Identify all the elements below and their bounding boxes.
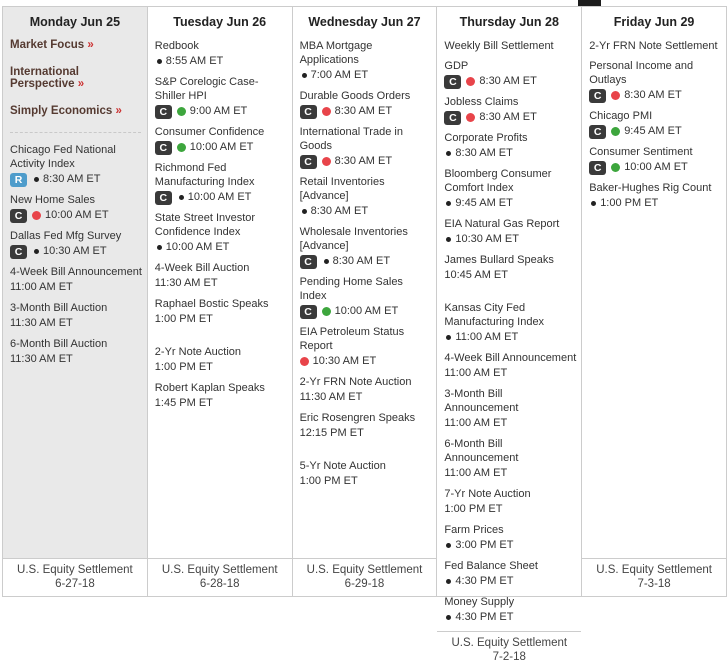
event-time-row (589, 160, 722, 175)
event-item (444, 387, 577, 431)
day-column-3 (292, 7, 437, 596)
event-name: Kansas City Fed Manufacturing Index (444, 302, 545, 328)
event-item (155, 261, 288, 291)
black-dot-icon (446, 543, 451, 548)
event-time-row (300, 68, 433, 83)
consensus-icon[interactable]: C (444, 111, 461, 125)
event-time-row (10, 316, 143, 331)
event-time: 8:30 AM ET (334, 155, 393, 167)
link-arrow-icon: » (115, 105, 122, 117)
day-column-2 (147, 7, 292, 596)
footer-date: 6-29-18 (344, 578, 385, 590)
event-item (300, 39, 433, 83)
event-item (300, 89, 433, 119)
consensus-icon[interactable]: C (589, 125, 606, 139)
red-dot-icon (32, 211, 41, 220)
event-time: 8:30 AM ET (455, 147, 513, 159)
section-link[interactable] (10, 105, 143, 117)
event-item (10, 265, 143, 295)
link-arrow-icon: » (77, 78, 85, 90)
event-time-row (155, 312, 288, 327)
event-time: 11:30 AM ET (299, 391, 363, 403)
event-time-row (155, 276, 288, 291)
event-name: 2-Yr Note Auction (154, 346, 242, 358)
section-link[interactable] (10, 66, 143, 90)
event-item (444, 131, 577, 161)
day-header: Monday Jun 25 (3, 7, 147, 33)
event-item (444, 39, 577, 53)
consensus-icon[interactable]: C (155, 141, 172, 155)
event-name: 2-Yr FRN Note Settlement (589, 40, 718, 52)
black-dot-icon (446, 615, 451, 620)
event-item (10, 229, 143, 259)
event-name: Money Supply (444, 596, 515, 608)
event-name: Raphael Bostic Speaks (154, 298, 269, 310)
column-footer (437, 631, 581, 669)
event-time-row (155, 360, 288, 375)
black-dot-icon (179, 195, 184, 200)
footer-date: 6-28-18 (199, 578, 240, 590)
event-item (155, 39, 288, 69)
event-name: 6-Month Bill Auction (10, 338, 108, 350)
footer-label: U.S. Equity Settlement (596, 564, 712, 576)
footer-label: U.S. Equity Settlement (17, 564, 133, 576)
consensus-icon[interactable]: C (300, 255, 317, 269)
column-footer (148, 558, 292, 596)
consensus-icon[interactable]: C (444, 75, 461, 89)
event-name: 4-Week Bill Announcement (10, 266, 142, 278)
event-time-row (10, 244, 143, 259)
event-time: 8:30 AM ET (334, 105, 393, 117)
event-time: 10:00 AM ET (187, 191, 252, 203)
event-time-row (444, 610, 577, 625)
event-time-row (444, 110, 577, 125)
event-item (300, 411, 433, 441)
event-time: 9:00 AM ET (189, 105, 248, 117)
event-name: 4-Week Bill Auction (154, 262, 250, 274)
event-name: Consumer Confidence (154, 126, 265, 138)
footer-date: 7-3-18 (637, 578, 671, 590)
black-dot-icon (302, 73, 307, 78)
event-time: 11:30 AM ET (10, 317, 73, 329)
report-icon[interactable]: R (10, 173, 27, 187)
red-dot-icon (611, 91, 620, 100)
footer-date: 7-2-18 (492, 651, 526, 663)
green-dot-icon (611, 127, 620, 136)
event-item (10, 301, 143, 331)
event-name: Richmond Fed Manufacturing Index (154, 162, 255, 188)
event-name: Pending Home Sales Index (299, 276, 403, 302)
event-time-row (300, 354, 433, 369)
event-item (155, 381, 288, 411)
event-time: 10:00 AM ET (45, 209, 109, 221)
red-dot-icon (466, 77, 475, 86)
event-item (589, 39, 722, 53)
consensus-icon[interactable]: C (10, 245, 27, 259)
black-dot-icon (446, 151, 451, 156)
consensus-icon[interactable]: C (300, 105, 317, 119)
green-dot-icon (177, 143, 186, 152)
event-time: 8:30 AM ET (479, 75, 537, 87)
event-item (444, 351, 577, 381)
event-name: EIA Petroleum Status Report (299, 326, 405, 352)
event-time-row (444, 74, 577, 89)
event-item (300, 225, 433, 269)
footer-label: U.S. Equity Settlement (161, 564, 278, 576)
event-time-row (589, 88, 722, 103)
black-dot-icon (446, 201, 451, 206)
event-item (444, 301, 577, 345)
event-name: MBA Mortgage Applications (299, 40, 373, 66)
column-body (148, 33, 292, 558)
event-time: 1:00 PM ET (299, 475, 358, 487)
event-name: Chicago PMI (589, 110, 653, 122)
event-time-row (155, 54, 288, 69)
consensus-icon[interactable]: C (10, 209, 27, 223)
black-dot-icon (34, 177, 39, 182)
event-time: 11:00 AM ET (455, 331, 519, 343)
event-time-row (444, 330, 577, 345)
event-time-row (589, 124, 722, 139)
event-time: 8:30 AM ET (310, 205, 369, 217)
event-item (444, 59, 577, 89)
event-item (444, 217, 577, 247)
event-time-row (300, 154, 433, 169)
event-name: Fed Balance Sheet (444, 560, 538, 572)
green-dot-icon (611, 163, 620, 172)
event-time: 8:30 AM ET (624, 89, 682, 101)
event-time-row (444, 502, 577, 517)
event-time: 1:00 PM ET (444, 503, 503, 515)
consensus-icon[interactable]: C (155, 191, 172, 205)
event-time: 4:30 PM ET (455, 575, 514, 587)
event-item (155, 75, 288, 119)
consensus-icon[interactable]: C (589, 161, 606, 175)
event-time: 10:00 AM ET (165, 241, 230, 253)
event-time: 4:30 PM ET (455, 611, 514, 623)
event-name: State Street Investor Confidence Index (154, 212, 256, 238)
event-time-row (155, 140, 288, 155)
event-time-row (589, 196, 722, 211)
event-time: 7:00 AM ET (310, 69, 369, 81)
red-dot-icon (300, 357, 309, 366)
event-item (300, 125, 433, 169)
event-time-row (155, 396, 288, 411)
event-time: 10:45 AM ET (444, 269, 508, 281)
event-time: 11:30 AM ET (154, 277, 218, 289)
consensus-icon[interactable]: C (155, 105, 172, 119)
day-column-5 (581, 7, 726, 596)
event-name: New Home Sales (10, 194, 95, 206)
event-name: Consumer Sentiment (589, 146, 693, 158)
black-dot-icon (157, 59, 162, 64)
event-time: 8:30 AM ET (43, 173, 101, 185)
event-time: 9:45 AM ET (624, 125, 682, 137)
event-name: EIA Natural Gas Report (444, 218, 560, 230)
black-dot-icon (446, 335, 451, 340)
event-item (444, 437, 577, 481)
footer-label: U.S. Equity Settlement (306, 564, 423, 576)
black-dot-icon (446, 237, 451, 242)
event-time-row (10, 208, 143, 223)
event-time: 1:00 PM ET (154, 361, 213, 373)
event-time: 10:30 AM ET (43, 245, 107, 257)
column-footer (293, 558, 437, 596)
event-time: 10:30 AM ET (312, 355, 377, 367)
section-link-label: Market Focus (10, 39, 88, 51)
event-time-row (444, 466, 577, 481)
red-dot-icon (322, 107, 331, 116)
black-dot-icon (591, 201, 596, 206)
event-time: 1:00 PM ET (154, 313, 213, 325)
event-name: Durable Goods Orders (299, 90, 411, 102)
event-time: 12:15 PM ET (299, 427, 364, 439)
section-link[interactable] (10, 39, 143, 51)
event-name: 6-Month Bill Announcement (444, 438, 519, 464)
event-item (444, 167, 577, 211)
event-time-row (10, 352, 143, 367)
event-name: Retail Inventories [Advance] (299, 176, 385, 202)
column-body (437, 33, 581, 631)
calendar (2, 6, 727, 663)
event-time-row (444, 574, 577, 589)
event-time-row (444, 232, 577, 247)
consensus-icon[interactable]: C (300, 155, 317, 169)
event-name: 3-Month Bill Auction (10, 302, 108, 314)
event-name: 4-Week Bill Announcement (444, 352, 577, 364)
column-body (293, 33, 437, 558)
event-name: James Bullard Speaks (444, 254, 554, 266)
event-time: 8:30 AM ET (332, 255, 391, 267)
event-name: Eric Rosengren Speaks (299, 412, 416, 424)
event-time-row (444, 366, 577, 381)
event-name: Personal Income and Outlays (589, 60, 694, 86)
black-dot-icon (446, 579, 451, 584)
section-link-label: International Perspective (10, 66, 80, 90)
event-item (589, 109, 722, 139)
event-time: 9:45 AM ET (455, 197, 513, 209)
event-time: 10:00 AM ET (189, 141, 254, 153)
column-body (3, 33, 147, 558)
event-item (155, 345, 288, 375)
event-time: 10:00 AM ET (624, 161, 688, 173)
event-item (10, 193, 143, 223)
event-time-row (300, 390, 433, 405)
event-name: Farm Prices (444, 524, 504, 536)
day-header: Friday Jun 29 (613, 15, 695, 29)
event-name: GDP (444, 60, 469, 72)
red-dot-icon (322, 157, 331, 166)
section-links (10, 39, 143, 117)
green-dot-icon (177, 107, 186, 116)
event-item (155, 125, 288, 155)
event-item (155, 211, 288, 255)
event-time: 8:55 AM ET (165, 55, 224, 67)
event-name: International Trade in Goods (299, 126, 403, 152)
column-footer (3, 558, 147, 596)
event-time-row (444, 268, 577, 283)
event-item (10, 337, 143, 367)
event-time-row (10, 172, 143, 187)
event-item (444, 559, 577, 589)
event-item (300, 275, 433, 319)
event-time: 8:30 AM ET (479, 111, 537, 123)
event-time-row (155, 104, 288, 119)
green-dot-icon (322, 307, 331, 316)
event-name: Chicago Fed National Activity Index (10, 144, 116, 170)
day-column-4 (436, 7, 581, 663)
event-time-row (444, 538, 577, 553)
event-time: 11:00 AM ET (10, 281, 73, 293)
section-link-label: Simply Economics (10, 105, 116, 117)
black-dot-icon (302, 209, 307, 214)
footer-label: U.S. Equity Settlement (451, 637, 568, 649)
column-footer (582, 558, 726, 596)
event-time-row (10, 280, 143, 295)
event-name: Redbook (154, 40, 199, 52)
event-item (589, 181, 722, 211)
event-item (589, 145, 722, 175)
event-time-row (300, 204, 433, 219)
event-name: Dallas Fed Mfg Survey (10, 230, 122, 242)
event-name: Robert Kaplan Speaks (154, 382, 265, 394)
event-name: Weekly Bill Settlement (444, 40, 554, 52)
event-item (444, 523, 577, 553)
column-body (582, 33, 726, 558)
day-header: Wednesday Jun 27 (308, 15, 421, 29)
event-item (155, 297, 288, 327)
event-item (444, 487, 577, 517)
event-time: 1:00 PM ET (600, 197, 659, 209)
event-time-row (155, 240, 288, 255)
dashed-divider (10, 132, 141, 133)
event-item (300, 375, 433, 405)
event-item (589, 59, 722, 103)
event-time: 11:00 AM ET (444, 417, 508, 429)
event-item (300, 175, 433, 219)
event-item (444, 595, 577, 625)
red-dot-icon (466, 113, 475, 122)
event-name: S&P Corelogic Case-Shiller HPI (154, 76, 259, 102)
event-time-row (300, 304, 433, 319)
event-time-row (444, 196, 577, 211)
day-header: Thursday Jun 28 (459, 15, 559, 29)
event-time-row (444, 416, 577, 431)
event-time: 11:00 AM ET (444, 467, 508, 479)
link-arrow-icon: » (87, 39, 94, 51)
black-dot-icon (157, 245, 162, 250)
event-item (444, 253, 577, 283)
event-name: Wholesale Inventories [Advance] (299, 226, 408, 252)
consensus-icon[interactable]: C (300, 305, 317, 319)
event-time-row (300, 474, 433, 489)
event-time: 10:00 AM ET (334, 305, 399, 317)
event-time: 11:30 AM ET (10, 353, 73, 365)
event-name: Jobless Claims (444, 96, 519, 108)
event-time: 1:45 PM ET (154, 397, 213, 409)
event-time-row (300, 104, 433, 119)
event-name: Corporate Profits (444, 132, 528, 144)
event-time-row (155, 190, 288, 205)
event-item (444, 95, 577, 125)
event-name: 7-Yr Note Auction (444, 488, 531, 500)
event-time: 10:30 AM ET (455, 233, 519, 245)
day-column-1 (3, 7, 147, 596)
black-dot-icon (34, 249, 39, 254)
event-time-row (300, 254, 433, 269)
event-item (300, 325, 433, 369)
black-dot-icon (324, 259, 329, 264)
event-item (300, 459, 433, 489)
event-item (155, 161, 288, 205)
event-time-row (300, 426, 433, 441)
day-header: Tuesday Jun 26 (173, 15, 267, 29)
event-time: 11:00 AM ET (444, 367, 508, 379)
footer-date: 6-27-18 (55, 578, 95, 590)
event-name: 2-Yr FRN Note Auction (299, 376, 412, 388)
event-item (10, 143, 143, 187)
event-name: Baker-Hughes Rig Count (589, 182, 712, 194)
event-name: 5-Yr Note Auction (299, 460, 386, 472)
consensus-icon[interactable]: C (589, 89, 606, 103)
event-name: Bloomberg Consumer Comfort Index (444, 168, 552, 194)
event-time-row (444, 146, 577, 161)
event-name: 3-Month Bill Announcement (444, 388, 519, 414)
event-time: 3:00 PM ET (455, 539, 514, 551)
